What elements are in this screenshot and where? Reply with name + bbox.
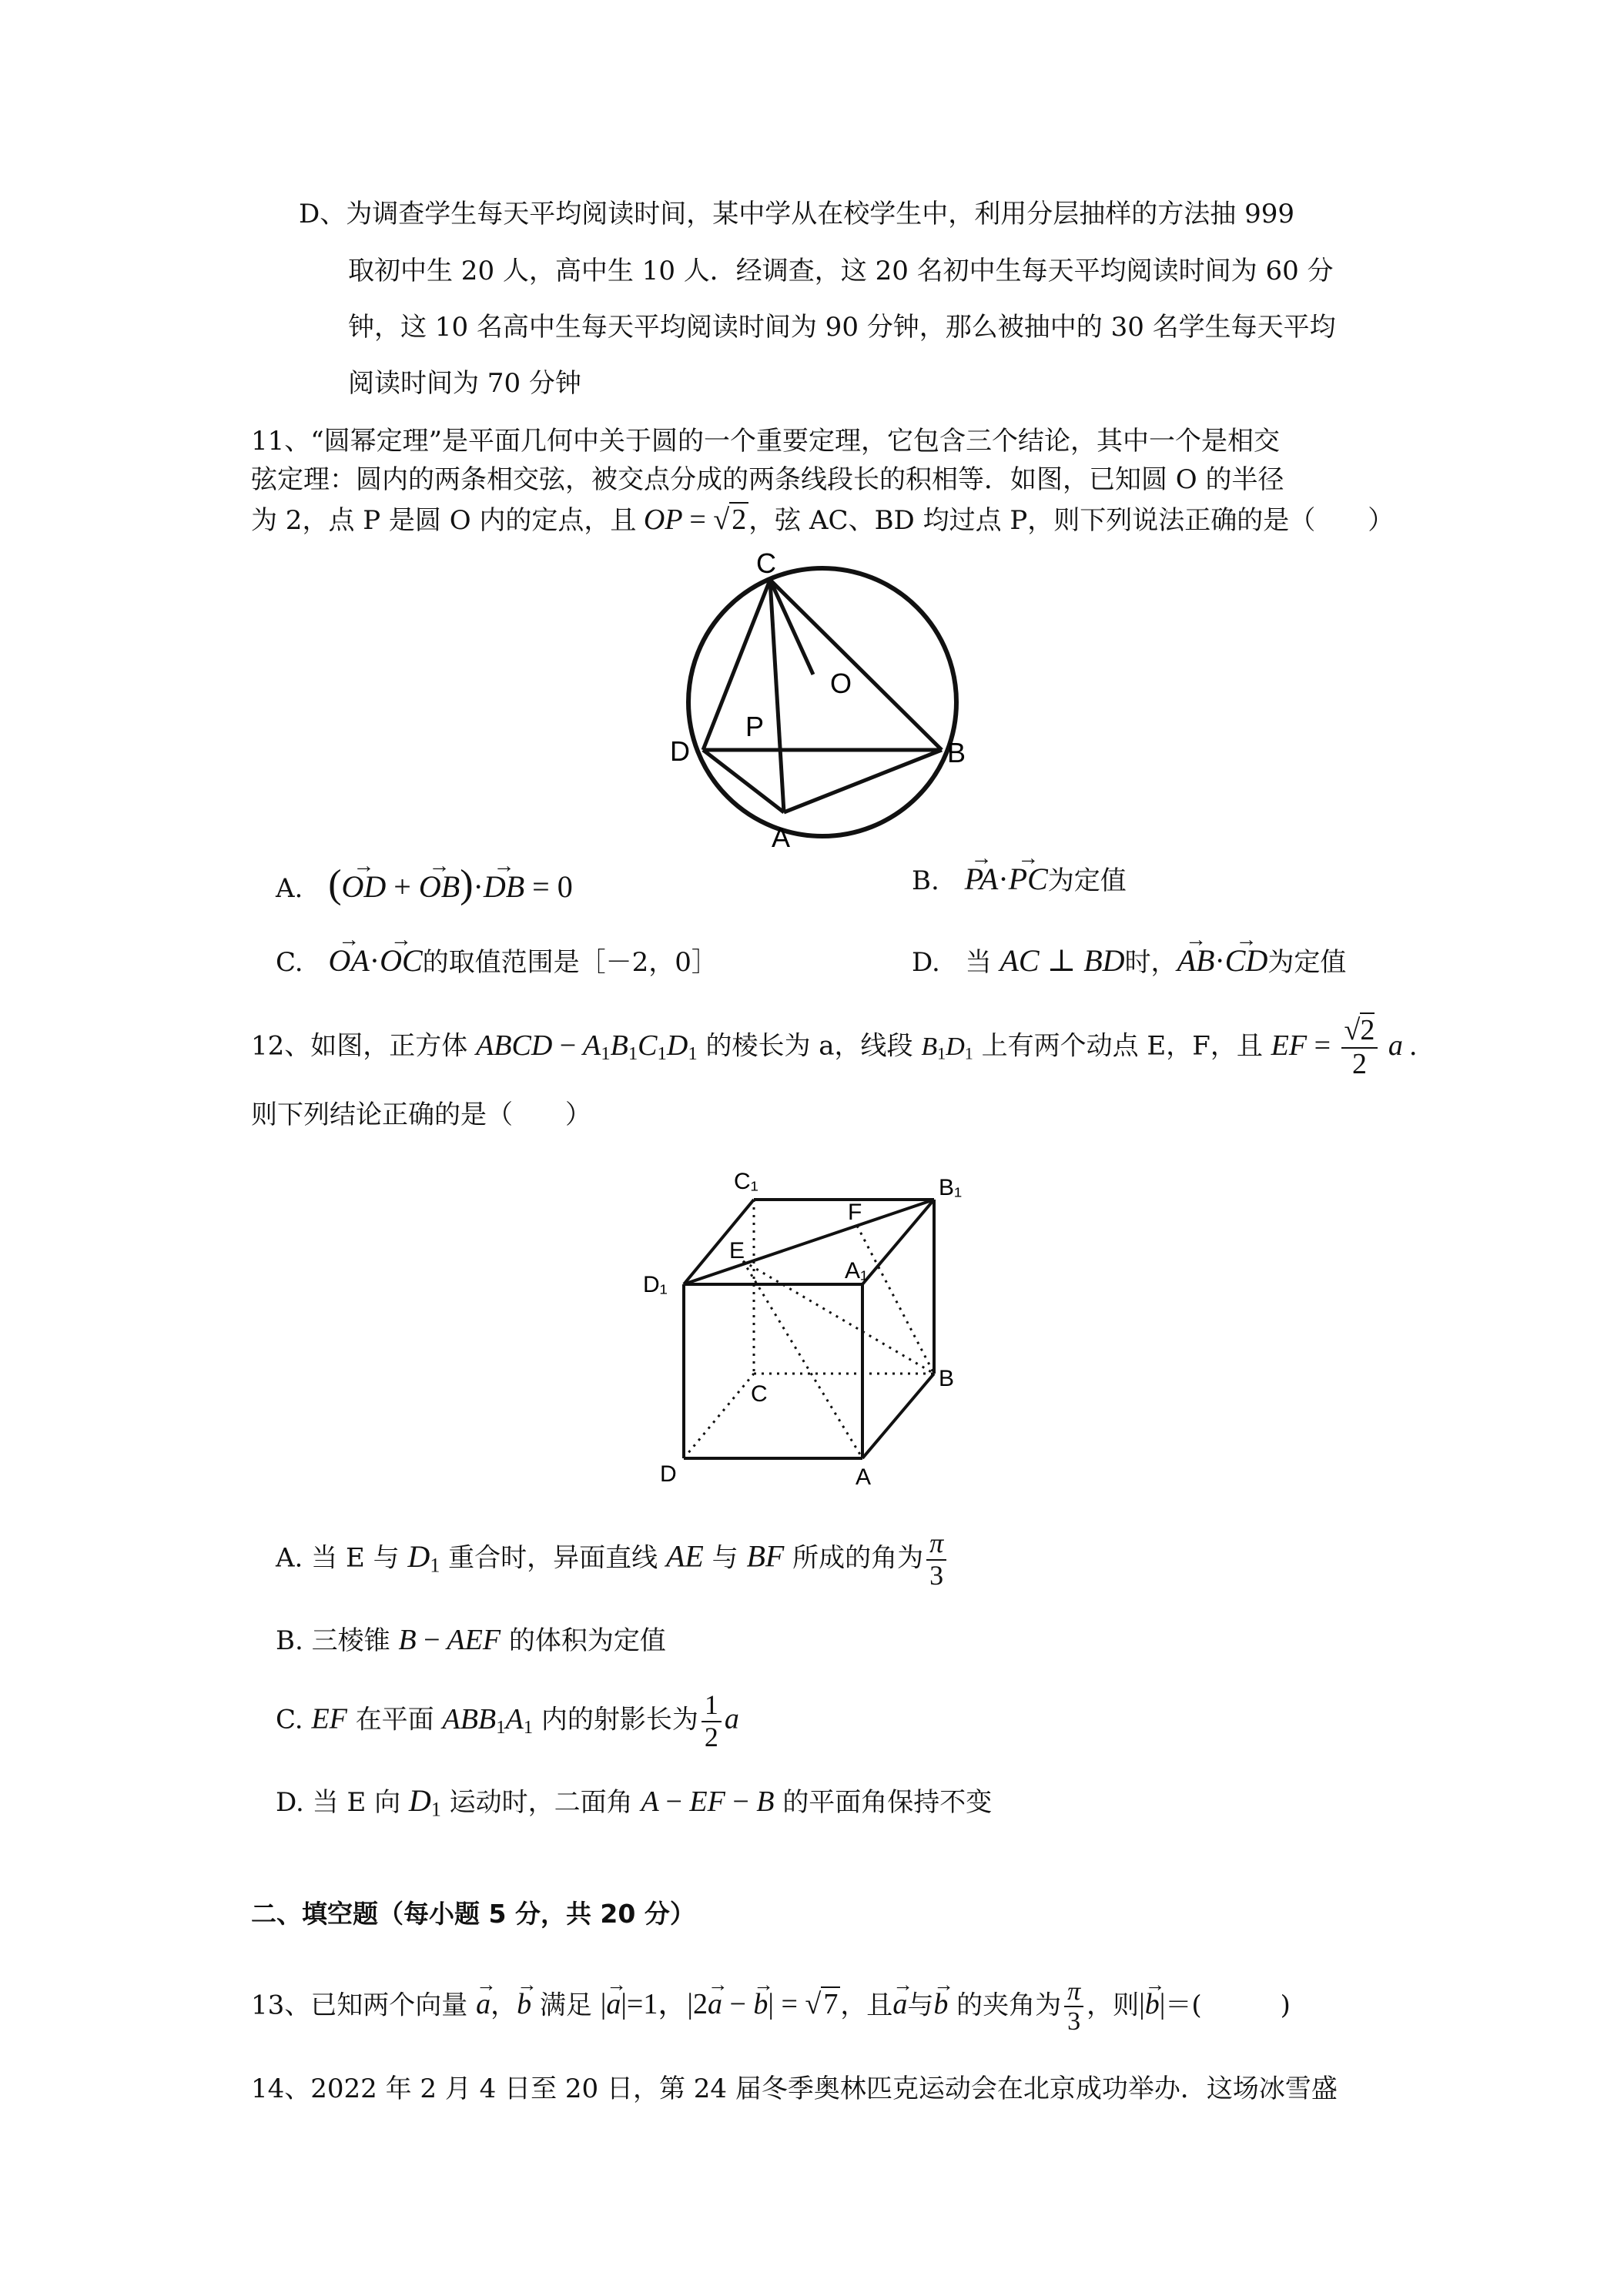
q11-stem-line3-a: 为 2，点 P 是圆 O 内的定点，且 (251, 505, 637, 536)
q11-option-d (912, 942, 1346, 979)
q11-stem-line1: 11、“圆幂定理”是平面几何中关于圆的一个重要定理，它包含三个结论，其中一个是相交 (251, 426, 1281, 457)
segment-b1d1: $B_1D_1$ (921, 1032, 973, 1063)
label-a1: A₁ (845, 1258, 869, 1284)
q11-stem-line3-b: ，弦 AC、BD 均过点 P，则下列说法正确的是（ ） (748, 505, 1395, 536)
segment-e-b (743, 1261, 934, 1374)
q12-option-a (276, 1528, 949, 1591)
q12-stem-line1 (251, 1015, 1418, 1081)
q12-option-c: C. EF 在平面 $ABB_1A_1$ 内的射影长为 $\frac{1}{2}$ a (276, 1689, 739, 1752)
circle-figure (662, 547, 993, 855)
edge-a-b (862, 1374, 934, 1458)
q12-option-a-mid2: 与 (712, 1542, 738, 1574)
q11-option-b (912, 861, 1127, 898)
q13-stem: 13、已知两个向量 → a，→ b 满足 |→ a|=1，|2→ a − → b| = √7，且→ a与→ b 的夹角为 $\frac{\pi}{3}$ ，则|→ b|＝( ) (251, 1977, 1291, 2037)
label-d: D (660, 1461, 677, 1486)
q12-option-c-mid: 在平面 (355, 1704, 434, 1735)
q12-option-a-pre: A. 当 E 与 (276, 1542, 400, 1574)
norm-a-equals-1: |→ a|=1， (601, 1988, 688, 2020)
q11-option-a-label: A. (276, 873, 303, 904)
dihedral-angle: A − EF − B (641, 1786, 775, 1818)
q11-option-c-label: C. (276, 947, 303, 978)
q11-option-d-text: 为定值 (1267, 947, 1347, 978)
q12-option-d-pre: D. 当 E 向 (276, 1787, 401, 1818)
q12-option-b-post: 的体积为定值 (508, 1625, 666, 1656)
q12-stem-line1-b: 的棱长为 a，线段 (705, 1030, 913, 1062)
ac-perp-bd: AC ⊥ BD (1000, 943, 1125, 978)
q12-stem-line1-c: 上有两个动点 E，F，且 (981, 1030, 1263, 1062)
q12-option-b-pre: B. 三棱锥 (276, 1625, 390, 1656)
q14-stem-line1: 14、2022 年 2 月 4 日至 20 日，第 24 届冬季奥林匹克运动会在北京成功举办．这场冰雪盛 (251, 2073, 1338, 2104)
q11-option-d-mid: 时， (1124, 947, 1177, 978)
q11-option-b-expr: → PA·→ PC (965, 862, 1048, 896)
q12-option-c-post: 内的射影长为 (541, 1704, 698, 1735)
q12-option-d-mid: 运动时，二面角 (449, 1787, 633, 1818)
q12-option-b (276, 1623, 666, 1658)
label-e: E (729, 1238, 745, 1263)
label-f: F (848, 1200, 862, 1225)
edge-d-c (684, 1374, 754, 1458)
point-d1: $D_1$ (407, 1538, 440, 1577)
label-d1: D₁ (643, 1272, 668, 1297)
q13-pi-over-3: $\frac{\pi}{3}$ (1064, 1977, 1083, 2037)
chord-ca (770, 580, 784, 812)
q12-option-d-post: 的平面角保持不变 (782, 1787, 993, 1818)
q13-mid2: ，且 (840, 1990, 893, 2021)
norm-2a-minus-b: |2→ a − → b| = √7 (687, 1988, 840, 2020)
q12-option-c-pre: C. (276, 1704, 303, 1735)
q11-option-d-expr: → AB·→ CD (1177, 943, 1268, 978)
line-ae: AE (665, 1538, 704, 1574)
plane-abb1a1: $ABB_1A_1$ (442, 1702, 534, 1738)
q11-option-c-expr: → OA·→ OC (328, 943, 422, 978)
q11-option-a-expr: (→ OD + → OB)·→ DB = 0 (328, 869, 573, 904)
label-c: C (756, 547, 776, 579)
q13-answer-blank: ＝( ) (1165, 1990, 1291, 2021)
q13-mid3: 的夹角为 (956, 1990, 1062, 2021)
q13-pre: 13、已知两个向量 (251, 1990, 468, 2021)
cube-name: ABCD − $A_1B_1C_1D_1$ (476, 1029, 698, 1064)
label-a: A (856, 1464, 872, 1486)
q13-mid4: ，则 (1087, 1990, 1140, 2021)
label-b: B (939, 1366, 955, 1391)
half: $\frac{1}{2}$ (702, 1690, 722, 1752)
segment-ab (784, 750, 942, 812)
q11-option-a (276, 861, 573, 909)
label-b1: B₁ (939, 1175, 963, 1200)
label-b: B (947, 737, 966, 768)
q12-stem-line1-a: 12、如图，正方体 (251, 1030, 468, 1062)
pi-over-3: $\frac{\pi}{3}$ (926, 1528, 946, 1591)
q12-option-d (276, 1782, 992, 1822)
q13-mid1: 满足 (539, 1990, 592, 2021)
pyramid-b-aef: B − AEF (398, 1624, 501, 1656)
q11-stem-line2: 弦定理：圆内的两条相交弦，被交点分成的两条线段长的积相等．如图，已知圆 O 的半径 (251, 464, 1284, 495)
op-equals-sqrt2: OP = √2 (636, 502, 748, 536)
ef-length: EF = $\frac{√2}{2}$ a . (1271, 1014, 1418, 1080)
segment-e-a (743, 1261, 862, 1458)
label-c: C (751, 1381, 768, 1407)
q12-stem-line2: 则下列结论正确的是（ ） (251, 1099, 591, 1130)
segment-ef: EF (311, 1702, 347, 1735)
q11-option-d-pre: 当 (965, 947, 992, 978)
point-d1-2: $D_1$ (408, 1783, 441, 1821)
q12-option-a-post: 所成的角为 (792, 1542, 924, 1574)
q12-option-a-mid1: 重合时，异面直线 (448, 1542, 658, 1574)
q10-option-d-line3: 钟，这 10 名高中生每天平均阅读时间为 90 分钟，那么被抽中的 30 名学生每天平均 (348, 312, 1336, 343)
norm-b: |→ b| (1139, 1988, 1165, 2020)
q10-option-d-line1: D、为调查学生每天平均阅读时间，某中学从在校学生中，利用分层抽样的方法抽 999 (299, 199, 1294, 229)
section-2-title: 二、填空题（每小题 5 分，共 20 分） (251, 1899, 695, 1929)
label-a: A (772, 822, 791, 853)
label-c1: C₁ (734, 1169, 758, 1194)
cube-figure (643, 1163, 982, 1486)
q10-option-d-line4: 阅读时间为 70 分钟 (348, 368, 581, 399)
line-bf: BF (746, 1538, 785, 1574)
q11-option-c-text: 的取值范围是［－2，0］ (422, 947, 718, 978)
q11-option-b-label: B. (912, 865, 939, 896)
q11-option-b-text: 为定值 (1047, 865, 1127, 896)
q11-stem-line3 (251, 503, 1394, 538)
q10-option-d-line2: 取初中生 20 人，高中生 10 人．经调查，这 20 名初中生每天平均阅读时间为 60 分 (348, 256, 1334, 286)
q11-option-c (276, 942, 718, 979)
label-o: O (830, 668, 852, 699)
label-p: P (745, 711, 765, 742)
label-d: D (670, 735, 690, 767)
q11-option-d-label: D. (912, 947, 940, 978)
